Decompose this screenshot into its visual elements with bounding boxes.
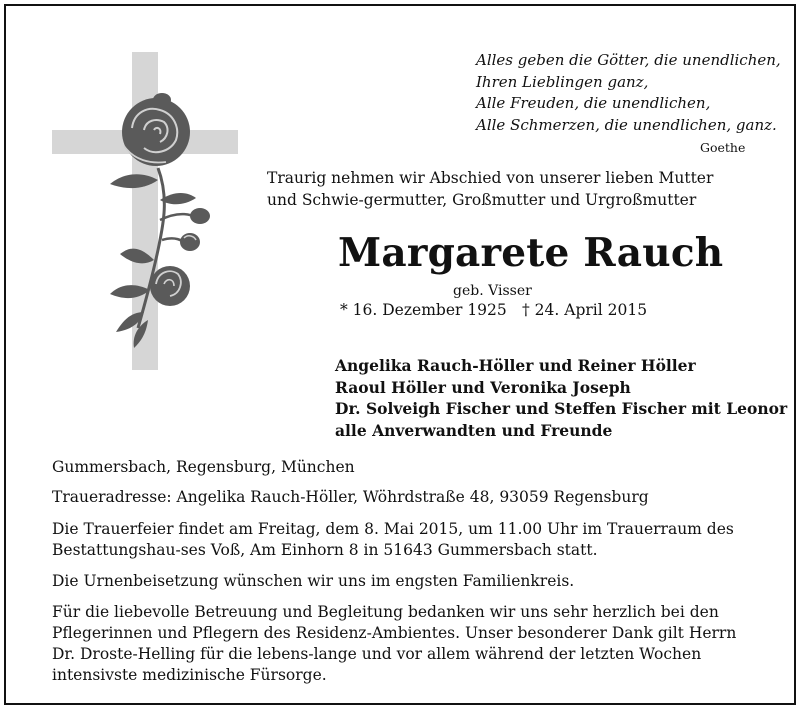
address-text: Traueradresse: Angelika Rauch-Höller, Wöhrdstraße 48, 93059 Regensburg [52,488,649,506]
poem-line: Alle Freuden, die unendlichen, [476,94,711,112]
poem-line: Alles geben die Götter, die unendlichen, [476,51,781,69]
deceased-name: Margarete Rauch [338,230,724,276]
urn-text: Die Urnenbeisetzung wünschen wir uns im engsten Familienkreis. [52,572,575,590]
cross-with-roses-icon [50,50,240,372]
intro-text: Traurig nehmen wir Abschied von unserer lieben Mutter und Schwie-germutter, Großmutter und Urgroßmutter [267,169,714,209]
poem-line: Alle Schmerzen, die unendlichen, ganz. [476,115,777,134]
poem [476,50,781,136]
poem-author: Goethe [700,140,746,155]
mourner: alle Anverwandten und Freunde [335,420,613,440]
death-date: † 24. April 2015 [522,301,648,319]
mourners-list [335,355,787,441]
mourner: Raoul Höller und Veronika Joseph [335,377,631,397]
service-text: Die Trauerfeier findet am Freitag, dem 8. Mai 2015, um 11.00 Uhr im Trauerraum des Bestattungshau-ses Voß, Am Einhorn 8 in 51643 Gummersbach statt. [52,520,734,559]
thanks-text: Für die liebevolle Betreuung und Begleitung bedanken wir uns sehr herzlich bei den Pflegerinnen und Pflegern des Residenz-Ambientes. Unser besonderer Dank gilt Herrn Dr. Droste-Helling für die lebens-lange und vor allem während der letzten Wochen intensivste medizinische Fürsorge. [52,603,737,684]
maiden-name: geb. Visser [453,283,532,299]
birth-date: * 16. Dezember 1925 [340,301,507,319]
places-text: Gummersbach, Regensburg, München [52,458,355,476]
poem-line: Ihren Lieblingen ganz, [476,72,649,91]
mourner: Angelika Rauch-Höller und Reiner Höller [335,356,696,375]
mourner: Dr. Solveigh Fischer und Steffen Fischer mit Leonor [335,399,788,418]
